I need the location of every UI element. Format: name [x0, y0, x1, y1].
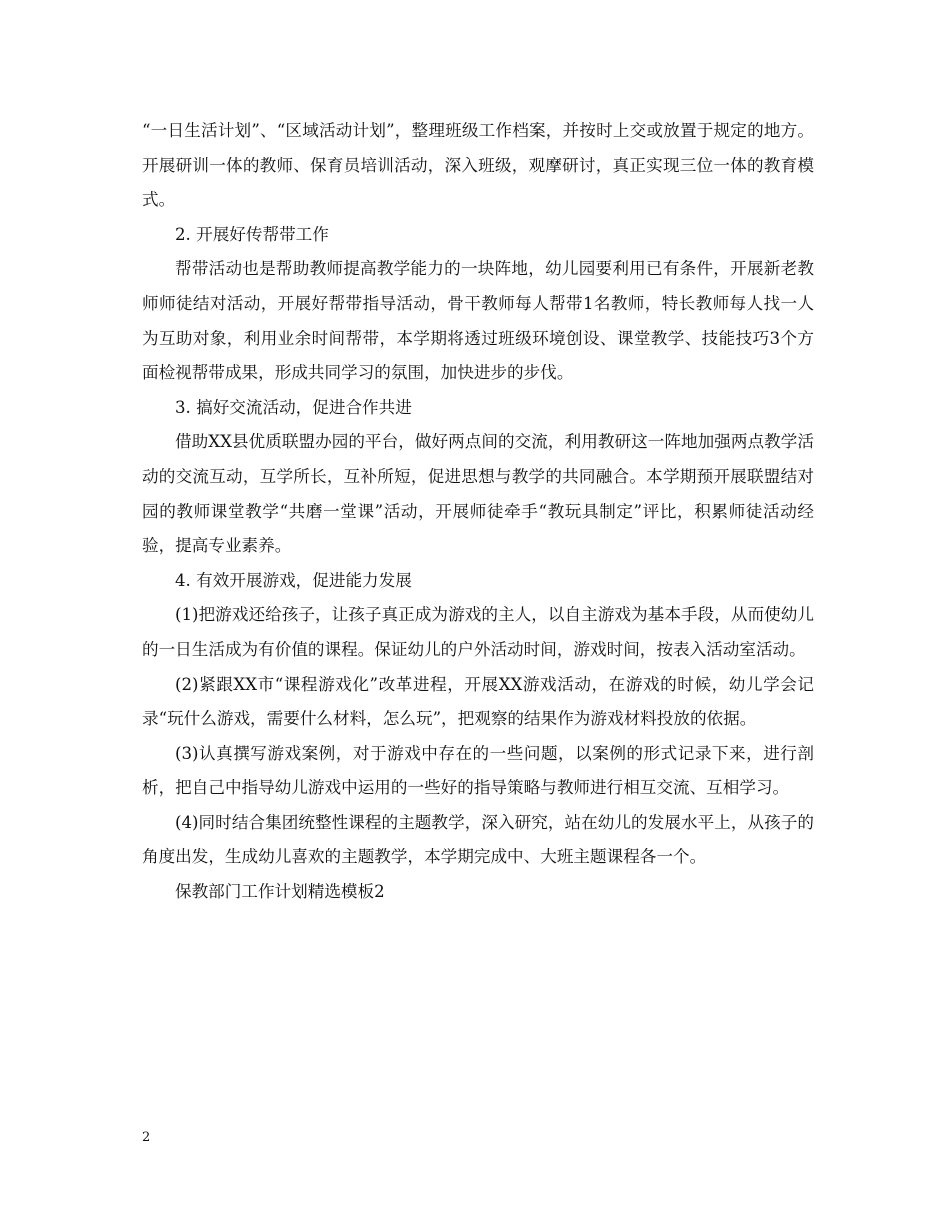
list-item-1: (1)把游戏还给孩子，让孩子真正成为游戏的主人，以自主游戏为基本手段，从而使幼儿的一日生活成为有价值的课程。保证幼儿的户外活动时间，游戏时间，按表入活动室活动。	[142, 605, 814, 659]
paragraph-exchange: 借助XX县优质联盟办园的平台，做好两点间的交流，利用教研这一阵地加强两点教学活动的交流互动，互学所长，互补所短，促进思想与教学的共同融合。本学期预开展联盟结对园的教师课堂教学“共磨一堂课”活动，开展师徒牵手“教玩具制定”评比，积累师徒活动经验，提高专业素养。	[142, 432, 814, 556]
section-heading-4: 4. 有效开展游戏，促进能力发展	[175, 570, 412, 590]
paragraph-mentoring: 帮带活动也是帮助教师提高教学能力的一块阵地，幼儿园要利用已有条件，开展新老教师师徒结对活动，开展好帮带指导活动，骨干教师每人帮带1名教师，特长教师每人找一人为互助对象，利用业余时间帮带，本学期将透过班级环境创设、课堂教学、技能技巧3个方面检视帮带成果，形成共同学习的氛围，加快进步的步伐。	[142, 259, 814, 383]
template-title: 保教部门工作计划精选模板2	[175, 882, 385, 902]
section-heading-3: 3. 搞好交流活动，促进合作共进	[175, 397, 412, 417]
document-body	[142, 114, 814, 910]
list-item-4: (4)同时结合集团统整性课程的主题教学，深入研究，站在幼儿的发展水平上，从孩子的角度出发，生成幼儿喜欢的主题教学，本学期完成中、大班主题课程各一个。	[142, 812, 814, 867]
section-heading-2: 2. 开展好传帮带工作	[175, 224, 329, 244]
paragraph-continuation: “一日生活计划”、“区域活动计划”，整理班级工作档案，并按时上交或放置于规定的地方。开展研训一体的教师、保育员培训活动，深入班级，观摩研讨，真正实现三位一体的教育模式。	[142, 121, 814, 210]
list-item-2: (2)紧跟XX市“课程游戏化”改革进程，开展XX游戏活动，在游戏的时候，幼儿学会记录“玩什么游戏，需要什么材料，怎么玩”，把观察的结果作为游戏材料投放的依据。	[142, 674, 814, 729]
page-number: 2	[142, 1130, 151, 1145]
list-item-3: (3)认真撰写游戏案例，对于游戏中存在的一些问题，以案例的形式记录下来，进行剖析，把自己中指导幼儿游戏中运用的一些好的指导策略与教师进行相互交流、互相学习。	[142, 743, 814, 798]
